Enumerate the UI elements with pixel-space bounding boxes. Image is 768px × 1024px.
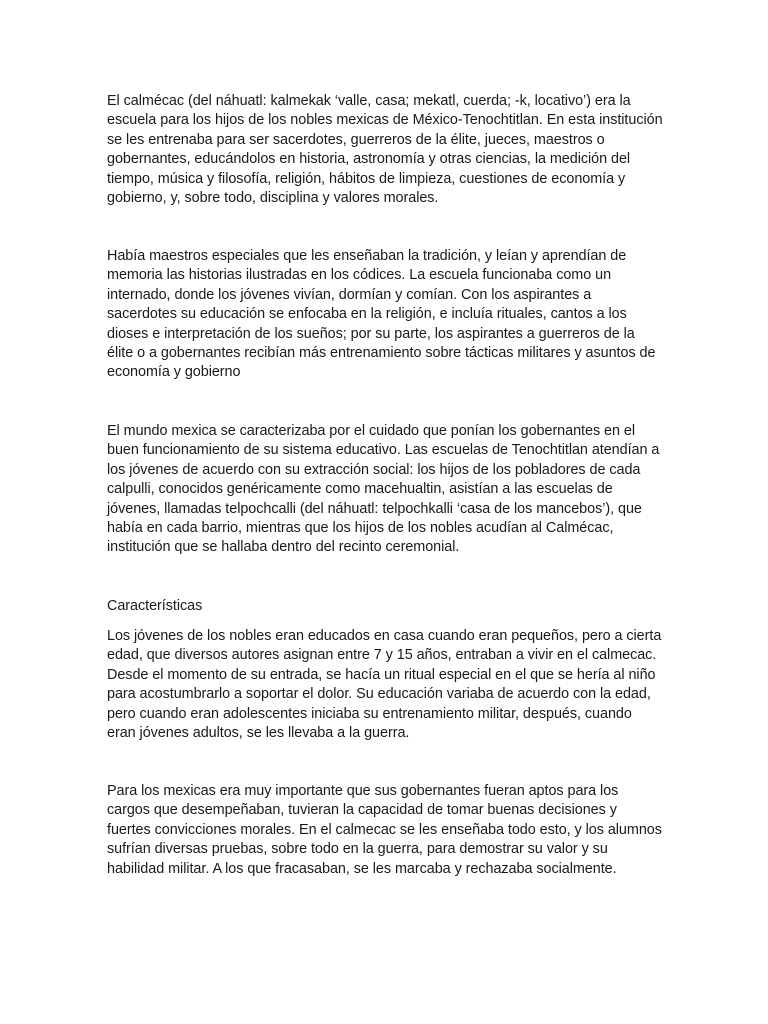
paragraph-noble-youth-education: Los jóvenes de los nobles eran educados en casa cuando eran pequeños, pero a cierta edad, que diversos autores asignan entre 7 y 15 años, entraban a vivir en el calmecac. Desde el momento de su entrada, se hacía un ritual especial en el que se hería al niño para acostumbrarlo a soportar el dolor. Su educación variaba de acuerdo con la edad, pero cuando eran adolescentes iniciaba su entrenamiento militar, después, cuando eran jóvenes adultos, se les llevaba a la guerra. [107, 628, 662, 742]
section-heading: Características [107, 598, 203, 614]
paragraph-teachers-tradition: Había maestros especiales que les enseñaban la tradición, y leían y aprendían de memoria las historias ilustradas en los códices. La escuela funcionaba como un internado, donde los jóvenes vivían, dormían y comían. Con los aspirantes a sacerdotes su educación se enfocaba en la religión, e incluía rituales, cantos a los dioses e interpretación de los sueños; por su parte, los aspirantes a guerreros de la élite o a gobernantes recibían más entrenamiento sobre tácticas militares y asuntos de economía y gobierno [107, 248, 656, 381]
paragraph-calmecac-definition: El calmécac (del náhuatl: kalmekak ‘valle, casa; mekatl, cuerda; -k, locativo’) era la escuela para los hijos de los nobles mexicas de México-Tenochtitlan. En esta institución se les entrenaba para ser sacerdotes, guerreros de la élite, jueces, maestros o gobernantes, educándolos en historia, astronomía y otras ciencias, la medición del tiempo, música y filosofía, religión, hábitos de limpieza, cuestiones de economía y gobierno, y, sobre todo, disciplina y valores morales. [107, 93, 663, 207]
paragraph-mexica-education-system: El mundo mexica se caracterizaba por el cuidado que ponían los gobernantes en el buen funcionamiento de su sistema educativo. Las escuelas de Tenochtitlan atendían a los jóvenes de acuerdo con su extracción social: los hijos de los pobladores de cada calpulli, conocidos genéricamente como macehualtin, asistían a las escuelas de jóvenes, llamadas telpochcalli (del náhuatl: telpochkalli ‘casa de los mancebos’), que había en cada barrio, mientras que los hijos de los nobles acudían al Calmécac, institución que se hallaba dentro del recinto ceremonial. [107, 423, 660, 556]
paragraph-rulers-aptitude: Para los mexicas era muy importante que sus gobernantes fueran aptos para los cargos que desempeñaban, tuvieran la capacidad de tomar buenas decisiones y fuertes convicciones morales. En el calmecac se les enseñaba todo esto, y los alumnos sufrían diversas pruebas, sobre todo en la guerra, para demostrar su valor y su habilidad militar. A los que fracasaban, se les marcaba y rechazaba socialmente. [107, 783, 662, 877]
